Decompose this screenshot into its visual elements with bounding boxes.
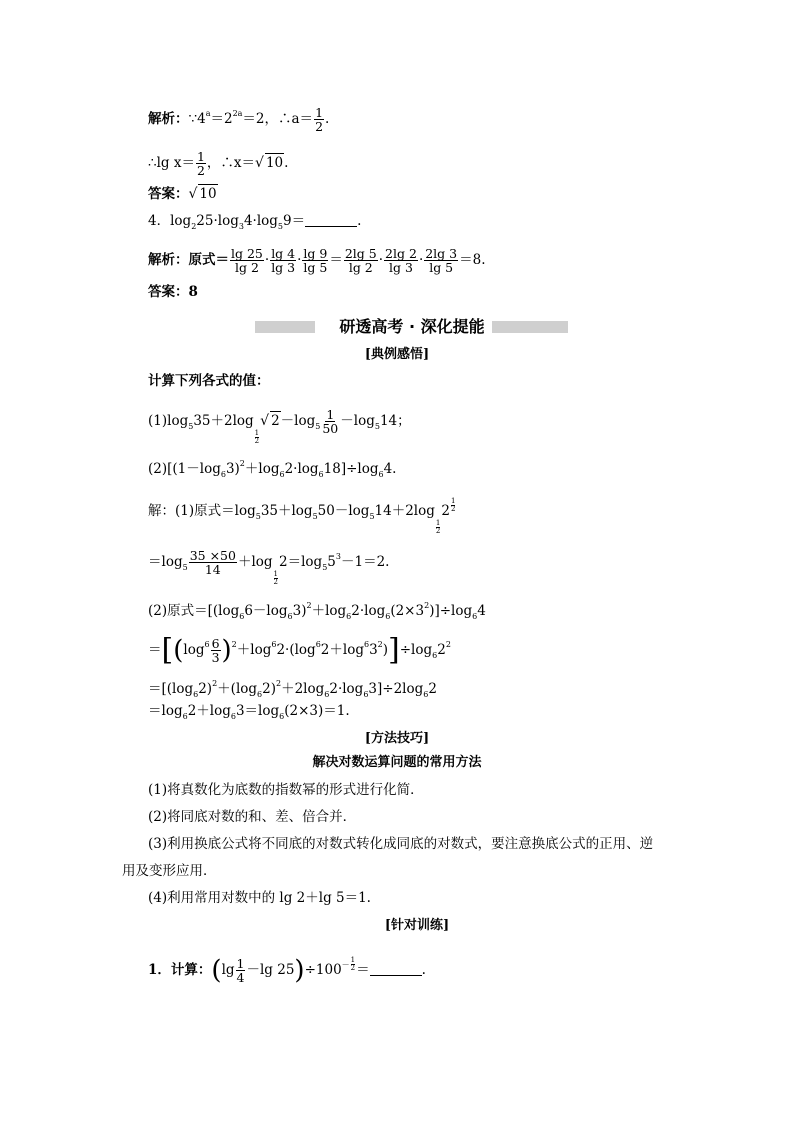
solution-line: ∴lg x＝ $\frac{1}{2}$ ，∴x＝√ 10. (148, 149, 289, 178)
section-banner (255, 317, 568, 337)
practice-heading: [针对训练] (384, 918, 450, 933)
fraction: $\frac{2\lg 3}{\lg 5}$ (425, 246, 458, 275)
sqrt-icon: √ (255, 155, 264, 171)
solution-line: (2)原式$=[(\log_66-\log_63)^2+\log_62\cdot\log_6(2\times 3^2)]\div\log_64$ (148, 601, 486, 621)
solution-label: 解析： (148, 111, 189, 127)
answer-line: 答案：8 (148, 284, 198, 300)
fraction: $\frac{35 \times 50}{14}$ (189, 548, 236, 577)
fraction: $\frac{6}{3}$ (211, 636, 220, 665)
question-4: 4．$\log_225\cdot\log_34\cdot\log_59=$ . (148, 213, 362, 231)
small-fraction: $\frac{1}{2}$ (435, 519, 441, 535)
sqrt-icon: √ (260, 413, 270, 429)
exercise-1: 1．计算：(lg $\frac{1}{4}$ －lg 25)÷100－ $\frac{1}{2}$ ＝ . (148, 955, 426, 986)
answer-label: 答案： (148, 186, 189, 202)
right-paren: ) (221, 635, 232, 666)
answer-blank (305, 214, 357, 227)
solution-line: $=[(\log^6$ $\frac{6}{3}$ )$^2+\log^62\cdot(\log^62+\log^63^2)]\div\log_62^2$ (148, 632, 451, 668)
fraction: $\frac{1}{4}$ (236, 956, 245, 985)
solution-line: $=\log_62+\log_63=\log_6(2\times 3)=1$. (148, 703, 350, 721)
small-fraction: $\frac{1}{2}$ (273, 570, 279, 586)
banner-bar-left (255, 321, 315, 333)
left-paren: ( (211, 955, 222, 986)
method-item: (1)将真数化为底数的指数幂的形式进行化简． (148, 782, 424, 798)
left-paren: ( (173, 635, 184, 666)
right-bracket: ] (388, 632, 400, 668)
prompt-text: 计算下列各式的值： (148, 373, 270, 389)
fraction: $\frac{1}{50}$ (322, 407, 339, 436)
solution-line: 解析：原式＝ $\frac{\lg 25}{\lg 2}$ · $\frac{\lg 4}{\lg 3}$ · $\frac{\lg 9}{\lg 5}$ ＝ $\frac{2\lg 5}{\lg 2}$ · $\frac{2\lg 2}{\lg 3}$ · $\frac{2\lg 3}{\lg 5}$ ＝8. (148, 246, 486, 275)
problem-2: $(2)[(1-\log_63)^2+\log_62\cdot\log_618]\div\log_64$. (148, 459, 397, 479)
method-heading: [方法技巧] (364, 731, 430, 746)
fraction: $\frac{1}{2}$ (196, 149, 205, 178)
answer-blank (370, 963, 422, 976)
solution-line: $=\log_5$ $\frac{35 \times 50}{14}$ ＋log $\frac{1}{2}$ $2=\log_55^3-1=2$. (148, 548, 390, 586)
example-heading: [典例感悟] (364, 347, 430, 362)
fraction: $\frac{\lg 9}{\lg 5}$ (303, 246, 328, 275)
solution-label: 解析：原式＝ (148, 252, 229, 268)
right-paren: ) (294, 955, 305, 986)
sqrt-icon: √ (188, 186, 198, 202)
small-fraction: $\frac{1}{2}$ (254, 429, 260, 445)
solution-line: 解：(1)原式$=\log_535+\log_550-\log_514+2\log$ $\frac{1}{2}$ 2 $\frac{1}{2}$ (148, 497, 456, 535)
left-bracket: [ (161, 632, 174, 668)
answer-line: 答案：√ 10 (148, 186, 217, 202)
fraction: $\frac{2\lg 2}{\lg 3}$ (385, 246, 417, 275)
fraction: $\frac{1}{2}$ (315, 105, 324, 134)
problem-1: $(1)\log_535+2\log$ $\frac{1}{2}$ √ $2-\log_5$ $\frac{1}{50}$ $-\log_514$； (148, 407, 411, 445)
solution-line: $=[(\log_62)^2+(\log_62)^2+2\log_62\cdot\log_63]\div 2\log_62$ (148, 679, 437, 699)
solution-line: 解析：$\because 4^a=2^{2a}=2$，∴a＝ $\frac{1}{2}$ . (148, 105, 330, 134)
answer-label: 答案： (148, 284, 189, 300)
method-item: (3)利用换底公式将不同底的对数式转化成同底的对数式，要注意换底公式的正用、逆 (148, 836, 654, 852)
fraction: $\frac{2\lg 5}{\lg 2}$ (344, 246, 377, 275)
method-title: 解决对数运算问题的常用方法 (312, 755, 482, 770)
fraction: $\frac{\lg 4}{\lg 3}$ (271, 246, 296, 275)
method-item: (4)利用常用对数中的 lg 2＋lg 5＝1. (148, 890, 371, 906)
section-title: 研透高考 · 深化提能 (339, 317, 485, 336)
exponent-fraction: $\frac{1}{2}$ (350, 956, 356, 972)
banner-bar-right (492, 321, 568, 333)
method-item: 用及变形应用． (122, 863, 217, 879)
method-item: (2)将同底对数的和、差、倍合并． (148, 809, 357, 825)
fraction: $\frac{\lg 25}{\lg 2}$ (231, 246, 263, 275)
exponent-fraction: $\frac{1}{2}$ (450, 497, 456, 513)
